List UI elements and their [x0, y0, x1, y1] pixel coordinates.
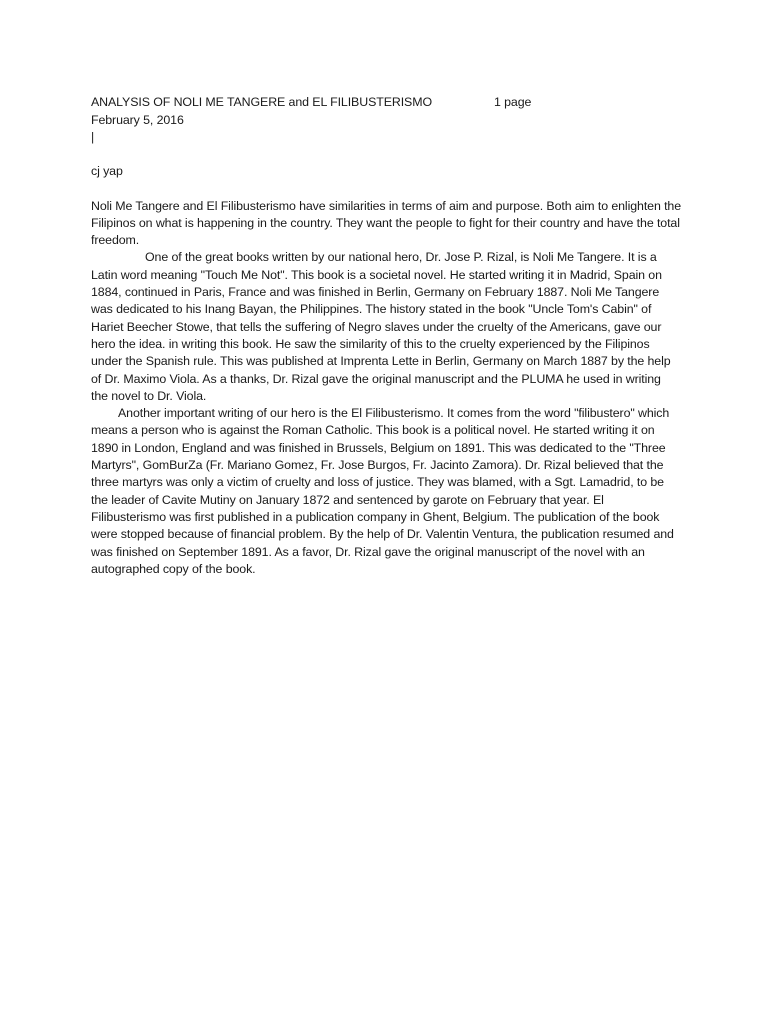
- title-row: [91, 94, 681, 111]
- document-date: February 5, 2016: [91, 113, 184, 127]
- paragraph-el-filibusterismo: Another important writing of our hero is the El Filibusterismo. It comes from the word "filibustero" which means a person who is against the Roman Catholic. This book is a political novel. He started writing it on 1890 in London, England and was finished in Brussels, Belgium on 1891. This was dedicated to the "Three Martyrs", GomBurZa (Fr. Mariano Gomez, Fr. Jose Burgos, Fr. Jacinto Zamora). Dr. Rizal believed that the three martyrs was only a victim of cruelty and loss of justice. They was blamed, with a Sgt. Lamadrid, to be the leader of Cavite Mutiny on January 1872 and sentenced by garote on February that year. El Filibusterismo was first published in a publication company in Ghent, Belgium. The publication of the book were stopped because of financial problem. By the help of Dr. Valentin Ventura, the publication resumed and was finished on September 1891. As a favor, Dr. Rizal gave the original manuscript of the novel with an autographed copy of the book.: [91, 406, 674, 576]
- author-name: cj yap: [91, 164, 123, 179]
- paragraph-intro: Noli Me Tangere and El Filibusterismo have similarities in terms of aim and purpose. Both aim to enlighten the Filipinos on what is happening in the country. They want the people to fight for their country and have the total freedom.: [91, 198, 682, 248]
- document-page: [91, 94, 681, 578]
- text-cursor: |: [91, 130, 95, 145]
- page-count: 1 page: [494, 95, 532, 109]
- document-title: ANALYSIS OF NOLI ME TANGERE and EL FILIBUSTERISMO: [91, 95, 432, 109]
- paragraph-noli-me-tangere: One of the great books written by our national hero, Dr. Jose P. Rizal, is Noli Me Tangere. It is a Latin word meaning "Touch Me Not". This book is a societal novel. He started writing it in Madrid, Spain on 1884, continued in Paris, France and was finished in Berlin, Germany on February 1887. Noli Me Tangere was dedicated to his Inang Bayan, the Philippines. The history stated in the book "Uncle Tom's Cabin" of Hariet Beecher Stowe, that tells the suffering of Negro slaves under the cruelty of the Americans, gave our hero the idea. in writing this book. He saw the similarity of this to the cruelty experienced by the Filipinos under the Spanish rule. This was published at Imprenta Lette in Berlin, Germany on March 1887 by the help of Dr. Maximo Viola. As a thanks, Dr. Rizal gave the original manuscript and the PLUMA he used in writing the novel to Dr. Viola.: [91, 250, 671, 403]
